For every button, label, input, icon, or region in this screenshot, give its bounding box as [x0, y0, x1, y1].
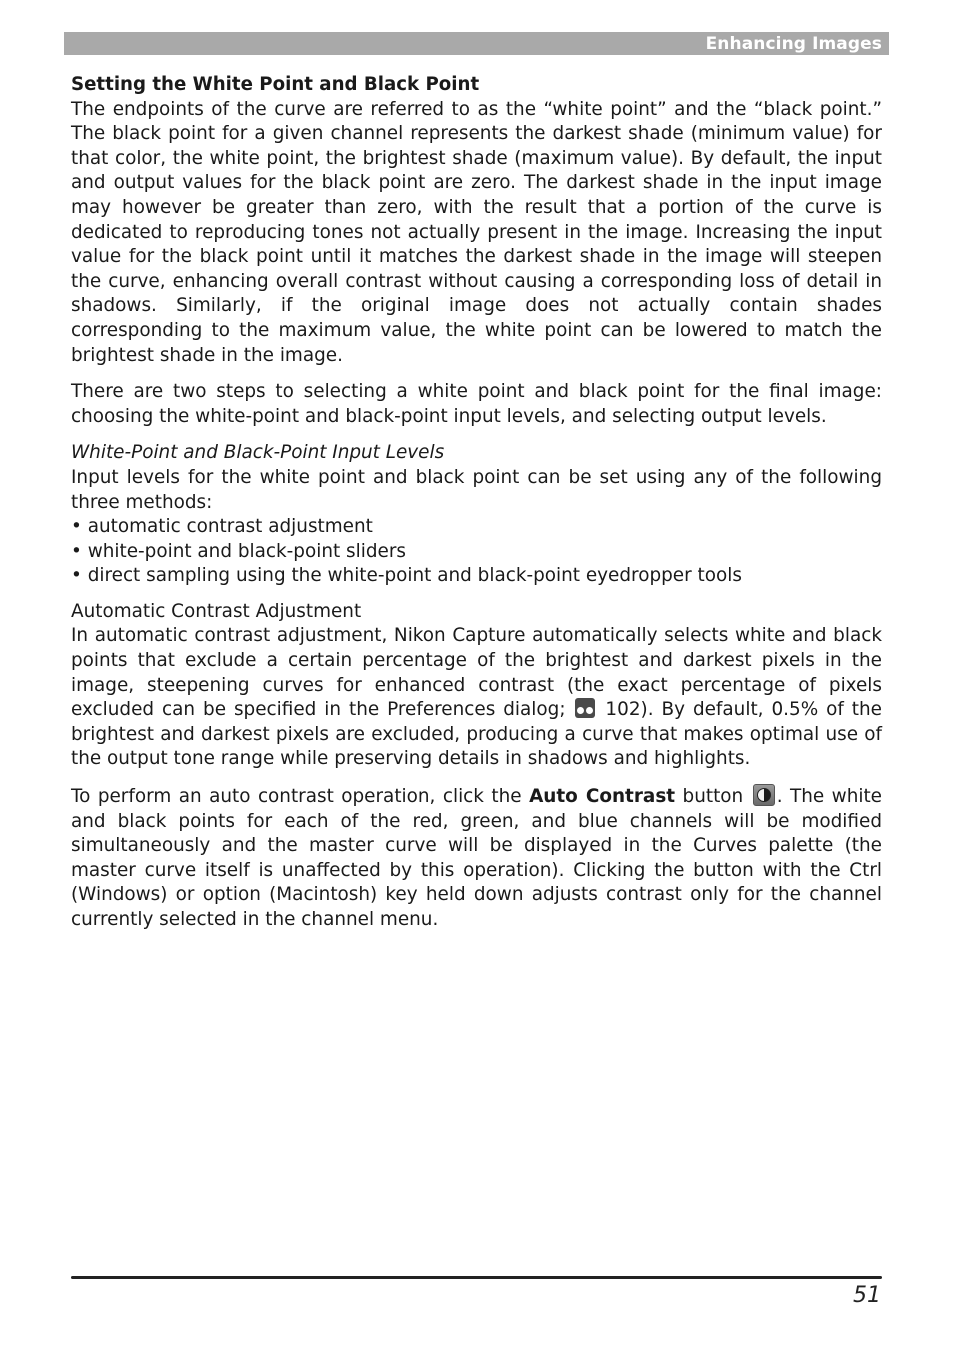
text-span: button [682, 786, 744, 808]
paragraph-auto-contrast-operation [71, 784, 882, 933]
header-bar [64, 32, 889, 55]
text-span: . The white and black points for each of the red, green, and blue channels will be modified simultaneously and the master curve will be displayed in the Curves palette (the master curve itself is unaffected by this operation). Clicking the button with the Ctrl (Windows) or option (Macintosh) key held down adjusts contrast only for the channel currently selected in the channel menu. [71, 786, 882, 930]
list-item: • direct sampling using the white-point and black-point eyedropper tools [71, 565, 742, 587]
text-span: ). By default, 0.5% of the brightest and darkest pixels are excluded, producing a curve that makes optimal use of the output tone range while preserving details in shadows and highlights. [71, 699, 882, 770]
heading-input-levels: White-Point and Black-Point Input Levels [71, 442, 445, 464]
page-reference-number: 102 [605, 699, 641, 721]
section-title: Enhancing Images [705, 34, 882, 54]
footer-rule [71, 1276, 882, 1279]
paragraph-two-steps: There are two steps to selecting a white point and black point for the final image: choosing the white-point and black-point input levels, and selecting output levels. [71, 381, 882, 427]
paragraph-input-levels-intro: Input levels for the white point and black point can be set using any of the following three methods: [71, 466, 882, 513]
page-content [71, 73, 882, 933]
auto-contrast-label: Auto Contrast [529, 786, 676, 808]
paragraph-endpoints: The endpoints of the curve are referred to as the “white point” and the “black point.” The black point for a given channel represents the darkest shade (minimum value) for that color, the white point, the brightest shade (maximum value). By default, the input and output values for the black point are zero. The darkest shade in the input image may however be greater than zero, with the result that a portion of the curve is dedicated to reproducing tones not actually present in the image. Increasing the input value for the black point until it matches the darkest shade in the image will steepen the curve, enhancing overall contrast without causing a corresponding loss of detail in shadows. Similarly, if the original image does not actually contain shades corresponding to the maximum value, the white point can be lowered to match the brightest shade in the image. [71, 98, 882, 366]
text-span: In automatic contrast adjustment, Nikon Capture automatically selects white and black points that exclude a certain percentage of the brightest and darkest pixels in the image, steepening curves for enhanced contrast (the exact percentage of pixels excluded can be specified in the Preferences dialog; [71, 625, 882, 721]
paragraph-auto-contrast [71, 624, 882, 772]
list-item: • automatic contrast adjustment [71, 516, 373, 538]
page-number: 51 [853, 1283, 881, 1308]
page-reference-icon [575, 698, 595, 718]
heading-auto-contrast: Automatic Contrast Adjustment [71, 600, 362, 622]
auto-contrast-button-icon [753, 784, 775, 806]
heading-white-black-point: Setting the White Point and Black Point [71, 74, 480, 95]
list-item: • white-point and black-point sliders [71, 540, 406, 562]
text-span: To perform an auto contrast operation, click the [71, 786, 522, 808]
